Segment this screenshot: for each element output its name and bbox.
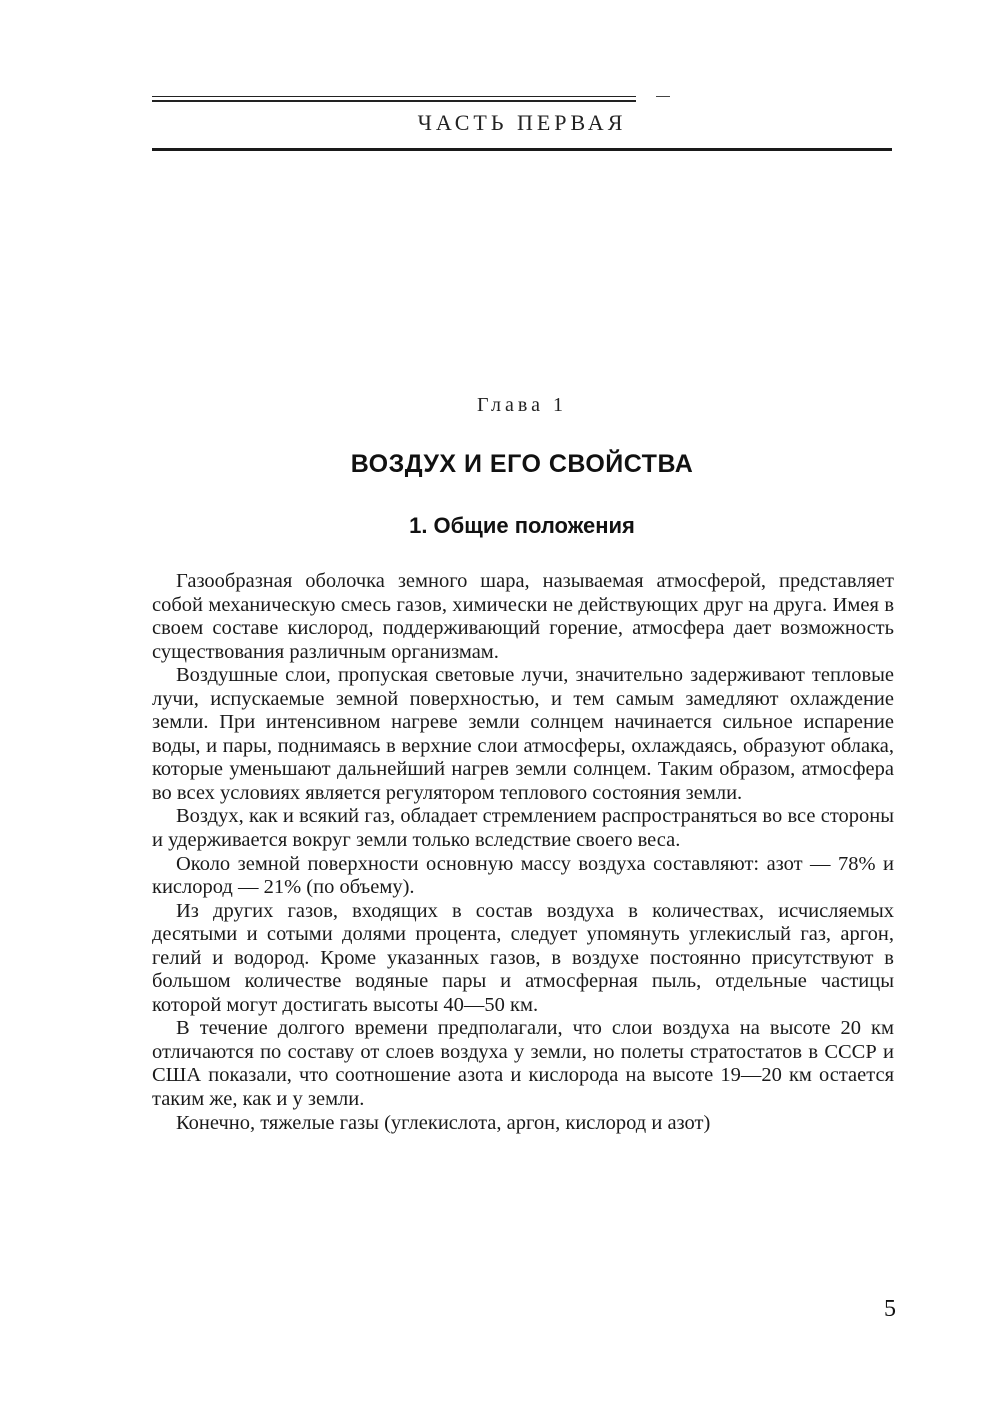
paragraph: Газообразная оболочка земного шара, называемая атмосферой, представляет собой механическую смесь газов, химически не действующих друг на друга. Имея в своем составе кислород, поддерживающий горение, атмосфера дает возможность существования различным организмам.: [152, 570, 894, 663]
page-number: 5: [884, 1296, 896, 1322]
paragraph: В течение долгого времени предполагали, что слои воздуха на высоте 20 км отличаются по составу от слоев воздуха у земли, но полеты стратостатов в СССР и США показали, что соотношение азота и кислорода на высоте 19—20 км остается таким же, как и у земли.: [152, 1017, 894, 1111]
header-rule-thick: [152, 100, 636, 102]
paragraph: Из других газов, входящих в состав воздуха в количествах, исчисляемых десятыми и сотыми долями процента, следует упомянуть углекислый газ, аргон, гелий и водород. Кроме указанных газов, в воздухе постоянно присутствуют в большом количестве водяные пары и атмосферная пыль, отдельные частицы которой могут достигать высоты 40—50 км.: [152, 899, 894, 1016]
part-title-underline: [152, 148, 892, 151]
header-rule-dash: [656, 96, 670, 97]
chapter-label: Глава 1: [477, 394, 567, 416]
paragraph: Конечно, тяжелые газы (углекислота, аргон, кислород и азот): [176, 1111, 711, 1134]
section-title: 1. Общие положения: [409, 513, 635, 538]
header-rule-thin: [152, 96, 636, 97]
chapter-title: ВОЗДУХ И ЕГО СВОЙСТВА: [350, 450, 694, 478]
part-title: ЧАСТЬ ПЕРВАЯ: [417, 110, 627, 135]
body-text: [152, 570, 894, 1135]
paragraph: Воздух, как и всякий газ, обладает стремлением распространяться во все стороны и удерживается вокруг земли только вследствие своего веса.: [152, 805, 894, 852]
paragraph: Около земной поверхности основную массу воздуха составляют: азот — 78% и кислород — 21% (по объему).: [152, 852, 894, 899]
paragraph: Воздушные слои, пропуская световые лучи, значительно задерживают тепловые лучи, испускаемые земной поверхностью, и тем самым замедляют охлаждение земли. При интенсивном нагреве земли солнцем начинается сильное испарение воды, и пары, поднимаясь в верхние слои атмосферы, охлаждаясь, образуют облака, которые уменьшают дальнейший нагрев земли солнцем. Таким образом, атмосфера во всех условиях является регулятором теплового состояния земли.: [152, 664, 894, 804]
